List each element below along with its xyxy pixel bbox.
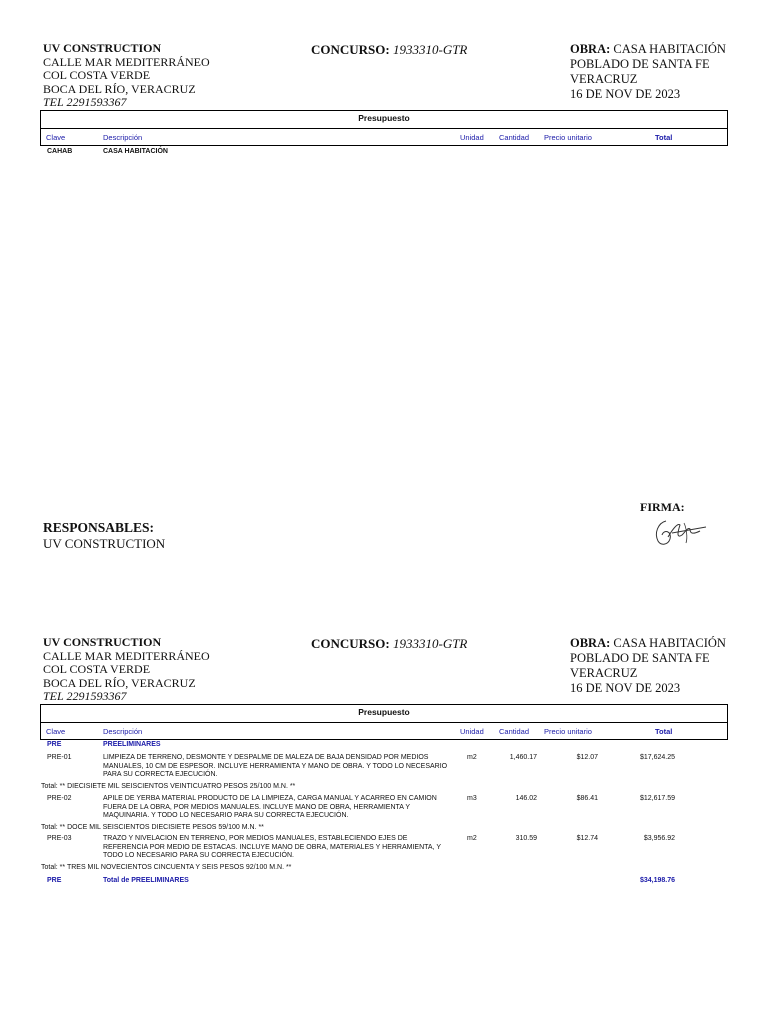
col-unidad: Unidad	[460, 133, 484, 142]
budget-title: Presupuesto	[41, 705, 727, 723]
budget-table-header	[40, 704, 728, 740]
col-clave: Clave	[46, 133, 66, 142]
item-precio: $86.41	[576, 795, 598, 802]
item-unidad: m2	[467, 754, 477, 761]
obra-label: OBRA:	[570, 636, 611, 650]
item-desc: TRAZO Y NIVELACION EN TERRENO, POR MEDIOS MANUALES, ESTABLECIENDO EJES DE REFERENCIA POR MEDIO DE ESTACAS. INCLUYE MANO DE OBRA, MATERIALES Y HERRAMIENTA, Y TODO LO NECESARIO PARA SU CORRECTA EJECUCIÓN.	[103, 835, 441, 859]
col-descripcion: Descripción	[103, 727, 143, 736]
address-line2: COL COSTA VERDE	[43, 662, 151, 676]
budget-table-header	[40, 110, 728, 146]
col-cantidad: Cantidad	[499, 727, 530, 736]
obra-value: CASA HABITACIÓN	[613, 42, 726, 56]
phone-number: TEL 2291593367	[43, 95, 127, 109]
handwritten-signature	[648, 513, 708, 551]
item-precio: $12.74	[576, 835, 598, 842]
address-line1: CALLE MAR MEDITERRÁNEO	[43, 648, 210, 663]
col-precio: Precio unitario	[544, 727, 592, 736]
address-line3: BOCA DEL RÍO, VERACRUZ	[43, 675, 196, 690]
item-cantidad: 1,460.17	[509, 754, 537, 761]
item-clave: PRE-02	[47, 795, 72, 802]
concurso-block	[311, 636, 467, 652]
responsables-label: RESPONSABLES:	[43, 520, 155, 535]
group-total-clave: PRE	[47, 877, 62, 884]
concurso-block	[311, 42, 467, 58]
company-name: UV CONSTRUCTION	[43, 41, 162, 55]
concurso-value: 1933310-GTR	[392, 636, 468, 651]
item-total: $3,956.92	[643, 835, 675, 842]
obra-line2: POBLADO DE SANTA FE	[570, 57, 710, 71]
item-total-text: Total: ** TRES MIL NOVECIENTOS CINCUENTA Y SEIS PESOS 92/100 M.N. **	[41, 864, 292, 871]
obra-block	[570, 636, 726, 696]
item-desc: LIMPIEZA DE TERRENO, DESMONTE Y DESPALME DE MALEZA DE BAJA DENSIDAD POR MEDIOS MANUALES, 10 CM DE ESPESOR. INCLUYE HERRAMIENTA Y MANO DE OBRA. Y TODO LO NECESARIO PARA SU CORRECTA EJECUCIÓN.	[103, 754, 448, 778]
group-total-value: $34,198.76	[639, 877, 675, 884]
address-line1: CALLE MAR MEDITERRÁNEO	[43, 54, 210, 69]
obra-block	[570, 42, 726, 102]
company-name: UV CONSTRUCTION	[43, 635, 162, 649]
group-total-label: Total de PREELIMINARES	[103, 877, 189, 884]
address-line3: BOCA DEL RÍO, VERACRUZ	[43, 81, 196, 96]
item-cantidad: 310.59	[515, 835, 537, 842]
obra-line3: VERACRUZ	[570, 666, 638, 680]
item-cantidad: 146.02	[515, 795, 537, 802]
responsables-block	[43, 520, 165, 552]
company-block	[43, 42, 210, 110]
row-clave: CAHAB	[47, 148, 73, 155]
obra-line2: POBLADO DE SANTA FE	[570, 651, 710, 665]
col-unidad: Unidad	[460, 727, 484, 736]
item-unidad: m2	[467, 835, 477, 842]
item-clave: PRE-01	[47, 754, 72, 761]
item-total: $12,617.59	[639, 795, 675, 802]
obra-date: 16 DE NOV DE 2023	[570, 87, 681, 101]
col-total: Total	[655, 133, 673, 142]
item-precio: $12.07	[576, 754, 598, 761]
concurso-value: 1933310-GTR	[392, 42, 468, 57]
concurso-label: CONCURSO:	[311, 636, 390, 651]
item-total-text: Total: ** DIECISIETE MIL SEISCIENTOS VEINTICUATRO PESOS 25/100 M.N. **	[41, 783, 296, 790]
address-line2: COL COSTA VERDE	[43, 68, 151, 82]
concurso-label: CONCURSO:	[311, 42, 390, 57]
obra-label: OBRA:	[570, 42, 611, 56]
col-clave: Clave	[46, 727, 66, 736]
obra-date: 16 DE NOV DE 2023	[570, 681, 681, 695]
col-total: Total	[655, 727, 673, 736]
col-descripcion: Descripción	[103, 133, 143, 142]
item-total: $17,624.25	[639, 754, 675, 761]
company-block	[43, 636, 210, 704]
budget-title: Presupuesto	[41, 111, 727, 129]
group-desc: PREELIMINARES	[103, 741, 161, 748]
row-desc: CASA HABITACIÓN	[103, 148, 168, 155]
item-clave: PRE-03	[47, 835, 72, 842]
column-headers	[41, 723, 727, 739]
column-headers	[41, 129, 727, 145]
col-cantidad: Cantidad	[499, 133, 530, 142]
phone-number: TEL 2291593367	[43, 689, 127, 703]
obra-line3: VERACRUZ	[570, 72, 638, 86]
firma-label: FIRMA:	[640, 500, 685, 514]
obra-value: CASA HABITACIÓN	[613, 636, 726, 650]
responsables-value: UV CONSTRUCTION	[43, 536, 166, 551]
col-precio: Precio unitario	[544, 133, 592, 142]
item-desc: APILE DE YERBA MATERIAL PRODUCTO DE LA LIMPIEZA, CARGA MANUAL Y ACARREO EN CAMION FUERA DE LA OBRA, POR MEDIOS MANUALES. INCLUYE MANO DE OBRA, HERRAMIENTA Y MAQUINARIA. Y TODO LO NECESARIO PARA SU CORRECTA EJECUCIÓN.	[103, 795, 437, 819]
group-clave: PRE	[47, 741, 62, 748]
item-total-text: Total: ** DOCE MIL SEISCIENTOS DIECISIETE PESOS 59/100 M.N. **	[41, 824, 264, 831]
item-unidad: m3	[467, 795, 477, 802]
